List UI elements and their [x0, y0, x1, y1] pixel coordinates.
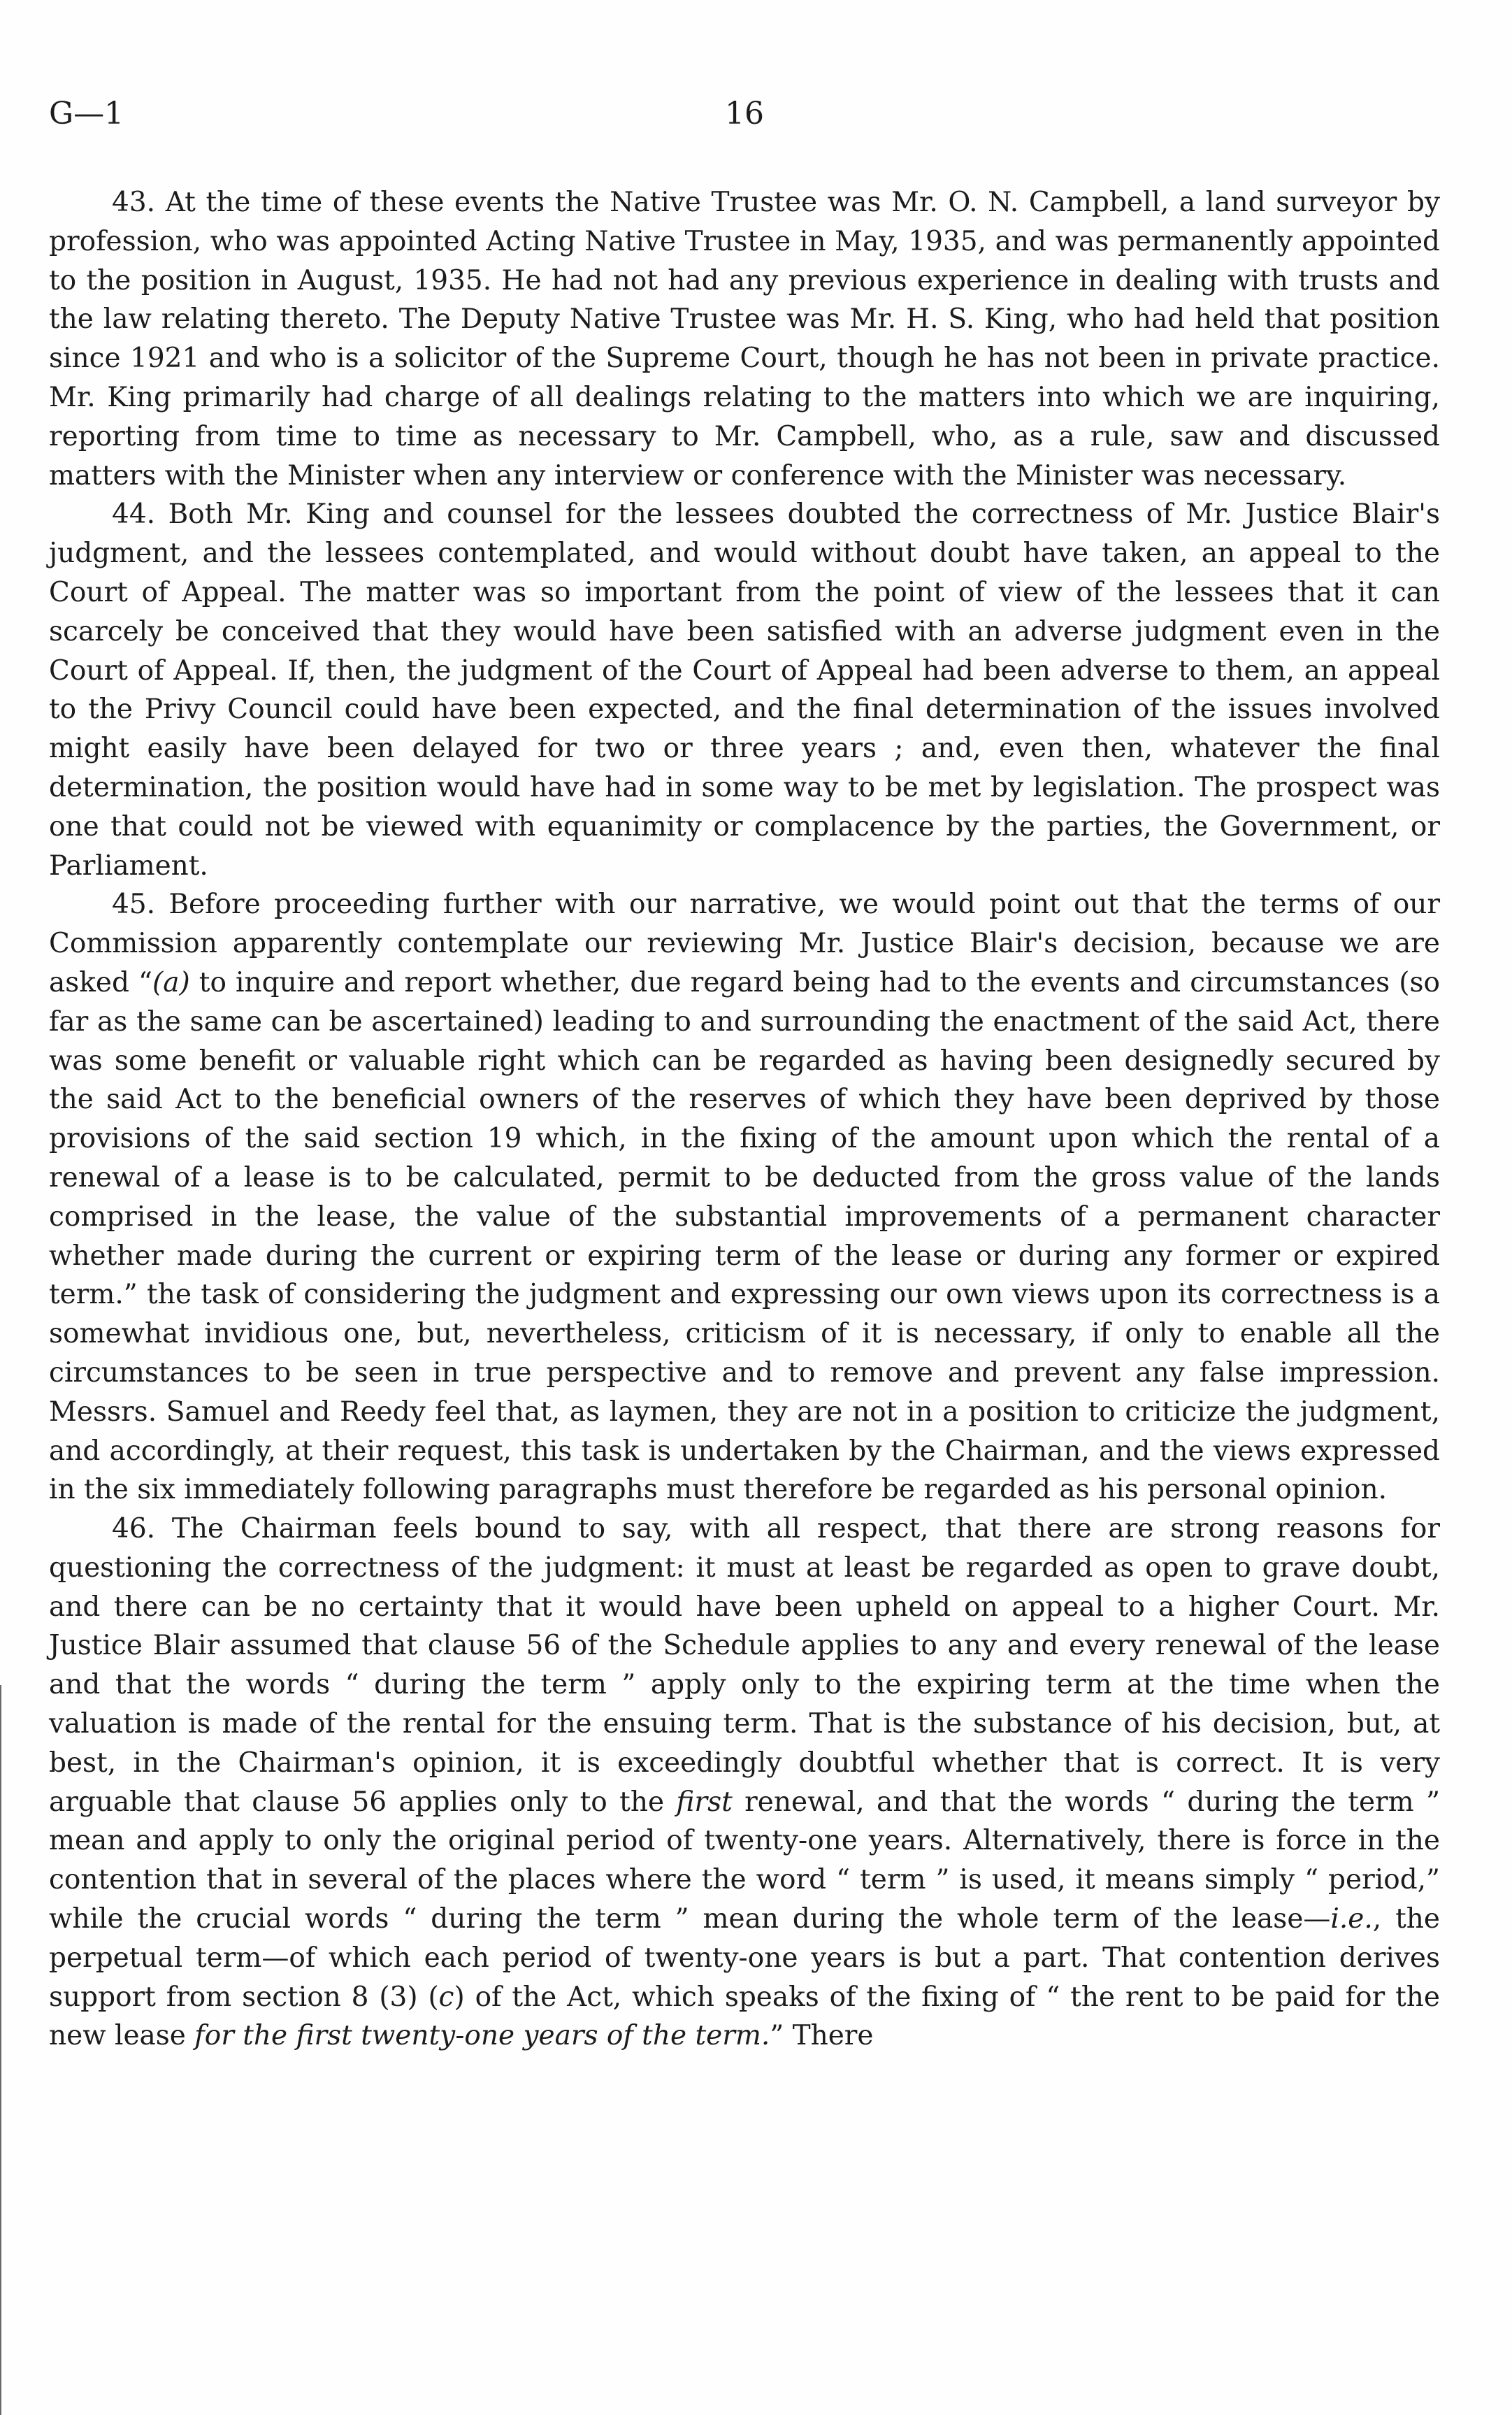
paragraph-number: 44. — [112, 499, 156, 531]
paragraph-text: Both Mr. King and counsel for the lessees doubted the correctness of Mr. Justice Blair's judgment, and the lessees contemplated, and would without doubt have taken, an appeal to the Court of Appeal. The matter was so important from the point of view of the lessees that it can scarcely be conceived that they would have been satisfied with an adverse judgment even in the Court of Appeal. If, then, the judgment of the Court of Appeal had been adverse to them, an appeal to the Privy Council could have been expected, and the final determination of the issues involved might easily have been delayed for two or three years ; and, even then, whatever the final determination, the position would have had in some way to be met by legislation. The prospect was one that could not be viewed with equanimity or complacence by the parties, the Government, or Parliament. — [49, 499, 1440, 882]
italic-text: for the first twenty-one years of the term. — [194, 2020, 770, 2052]
paragraph-text: The Chairman feels bound to say, with all respect, that there are strong reasons for questioning the correctness of the judgment: it must at least be regarded as open to grave doubt, and there can be no certainty that it would have been upheld on appeal to a higher Court. Mr. Justice Blair assumed that clause 56 of the Schedule applies to any and every renewal of the lease and that the words “ during the term ” apply only to the expiring term at the time when the valuation is made of the rental for the ensuing term. That is the substance of his decision, but, at best, in the Chairman's opinion, it is exceedingly doubtful whether that is correct. It is very arguable that clause 56 applies only to the — [49, 1513, 1440, 1818]
paragraph-46 — [49, 1510, 1440, 2056]
paragraph-text: ) of the Act, which speaks of the fixing of “ the rent to be paid for the new lease — [49, 1981, 1440, 2052]
paragraph-number: 45. — [112, 889, 156, 921]
paragraph-45 — [49, 885, 1440, 1510]
paragraph-text: ” There — [770, 2020, 874, 2052]
paragraph-number: 43. — [112, 187, 156, 218]
left-margin-rule — [0, 1685, 1, 2415]
paragraph-text: to inquire and report whether, due regard being had to the events and circumstances (so far as the same can be ascertained) leading to and surrounding the enactment of the said Act, there was some benefit or valuable right which can be regarded as having been designedly secured by the said Act to the beneficial owners of the reserves of which they have been deprived by those provisions of the said section 19 which, in the fixing of the amount upon which the rental of a renewal of a lease is to be calculated, permit to be deducted from the gross value of the lands comprised in the lease, the value of the substantial improvements of a permanent character whether made during the current or expiring term of the lease or during any former or expired term.” the task of considering the judgment and expressing our own views upon its correctness is a somewhat invidious one, but, nevertheless, criticism of it is necessary, if only to enable all the circumstances to be seen in true perspective and to remove and prevent any false impression. Messrs. Samuel and Reedy feel that, as laymen, they are not in a position to criticize the judgment, and accordingly, at their request, this task is undertaken by the Chairman, and the views expressed in the six immediately following paragraphs must therefore be regarded as his personal opinion. — [49, 966, 1440, 1506]
paragraph-44 — [49, 495, 1440, 885]
paragraph-number: 46. — [112, 1513, 156, 1545]
italic-text: c — [438, 1981, 454, 2013]
paragraph-text: At the time of these events the Native Trustee was Mr. O. N. Campbell, a land surveyor by profession, who was appointed Acting Native Trustee in May, 1935, and was permanently appointed to the position in August, 1935. He had not had any previous experience in dealing with trusts and the law relating thereto. The Deputy Native Trustee was Mr. H. S. King, who had held that position since 1921 and who is a solicitor of the Supreme Court, though he has not been in private practice. Mr. King primarily had charge of all dealings relating to the matters into which we are inquiring, reporting from time to time as necessary to Mr. Campbell, who, as a rule, saw and discussed matters with the Minister when any interview or conference with the Minister was necessary. — [49, 187, 1440, 492]
italic-text: first — [676, 1786, 733, 1818]
paragraph-text: Before proceeding further with our narrative, we would point out that the terms of our Commission apparently contemplate our reviewing Mr. Justice Blair's decision, because we are asked “ — [49, 889, 1440, 998]
document-reference: G—1 — [49, 96, 124, 131]
paragraph-text: renewal, and that the words “ during the term ” mean and apply to only the original period of twenty-one years. Alternatively, there is force in the contention that in several of the places where the word “ term ” is used, it means simply “ period,” while the crucial words “ during the term ” mean during the whole term of the lease— — [49, 1786, 1441, 1935]
italic-text: i.e. — [1330, 1903, 1373, 1935]
paragraph-text: , the perpetual term—of which each period of twenty-one years is but a part. That contention derives support from section 8 (3) ( — [49, 1903, 1440, 2013]
body-text — [49, 183, 1440, 2056]
page-number: 16 — [725, 96, 764, 131]
running-head — [49, 89, 1440, 138]
italic-text: (a) — [152, 966, 190, 998]
paragraph-43 — [49, 183, 1440, 495]
